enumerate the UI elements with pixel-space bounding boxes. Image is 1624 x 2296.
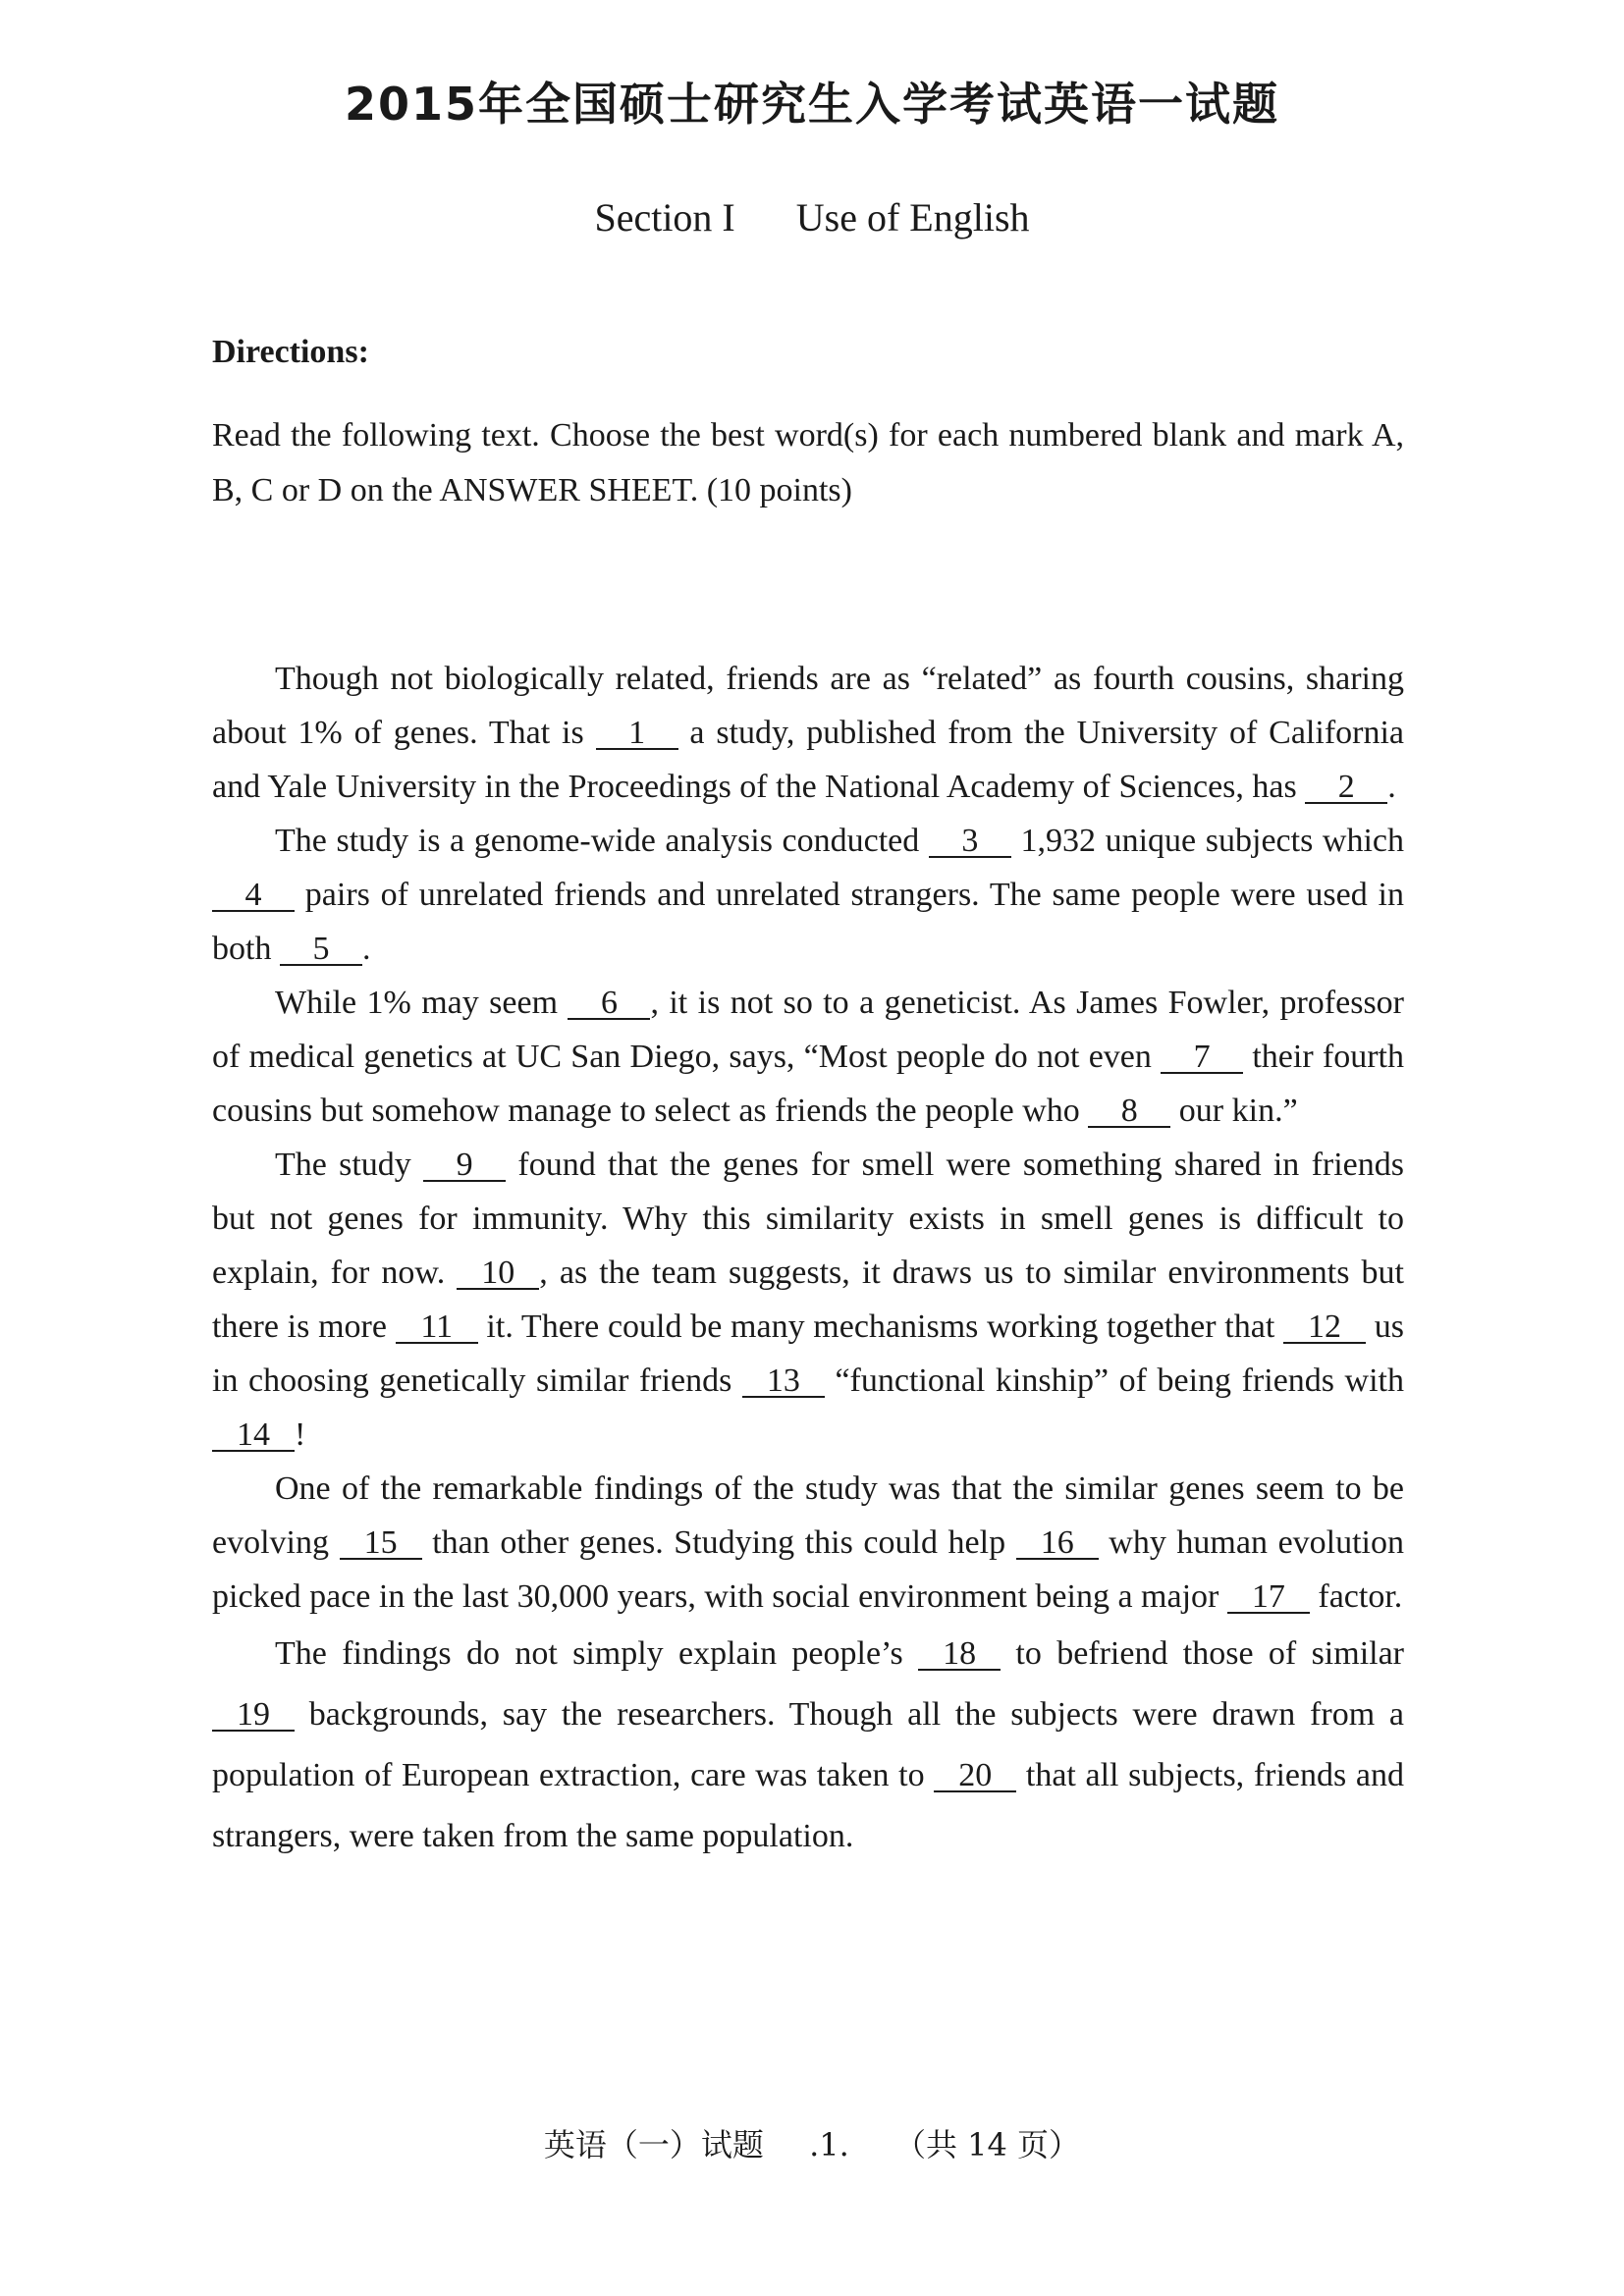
passage-text: to befriend those of similar [1001,1635,1405,1672]
blank-4: 4 [212,881,295,912]
passage-text: , it is not so to a geneticist. As James Fowler, professor of medical genetics at UC San Diego, says, “Most people do not even [212,985,1404,1075]
passage-paragraph-1 [212,652,1404,814]
blank-3: 3 [929,827,1011,858]
footer-page-number: .1. [809,2126,849,2163]
passage-paragraph-5 [212,1462,1404,1624]
footer-subject: 英语（一）试题 [543,2126,764,2163]
passage-text: While 1% may seem [275,985,568,1021]
passage-text: backgrounds, say the researchers. Though all the subjects were drawn from a population of European extraction, care was taken to [212,1696,1404,1793]
passage-paragraph-4 [212,1138,1404,1462]
directions-heading: Directions: [212,334,369,370]
section-heading [0,194,1624,240]
passage-text: our kin.” [1170,1093,1298,1129]
passage-text: found that the genes for smell were something shared in friends but not genes for immunity. Why this similarity exists in smell genes is difficult to explain, for now. [212,1147,1404,1291]
blank-8: 8 [1088,1096,1170,1128]
page-footer [0,2120,1624,2165]
passage-text: . [1387,769,1396,805]
blank-2: 2 [1305,773,1387,804]
blank-5: 5 [280,934,362,966]
blank-18: 18 [918,1639,1001,1671]
section-name: Use of English [795,195,1030,240]
passage-text: . [361,931,371,967]
footer-total-pages: （共 14 页） [893,2126,1081,2163]
passage-text: 1,932 unique subjects which [1010,823,1404,859]
passage-text: their fourth cousins but somehow manage to select as friends the people who [212,1039,1405,1129]
passage-text: The study [275,1147,424,1183]
passage-text: why human evolution picked pace in the last 30,000 years, with social environment being a major [212,1524,1405,1615]
blank-14: 14 [212,1420,295,1452]
passage-text: The findings do not simply explain people’s [275,1635,919,1672]
passage-text: pairs of unrelated friends and unrelated strangers. The same people were used in both [212,877,1404,967]
passage-text: , as the team suggests, it draws us to similar environments but there is more [212,1255,1404,1345]
passage-text: factor. [1309,1578,1403,1615]
blank-12: 12 [1283,1312,1366,1344]
blank-13: 13 [742,1366,825,1398]
passage-paragraph-6 [212,1624,1404,1867]
section-number: Section I [594,195,735,240]
blank-19: 19 [212,1700,295,1732]
passage-text: ! [295,1416,306,1453]
passage-text: a study, published from the University of California and Yale University in the Proceedings of the National Academy of Sciences, has [212,715,1404,805]
passage-paragraph-2 [212,814,1404,976]
blank-10: 10 [457,1258,539,1290]
page-title: 2015年全国硕士研究生入学考试英语一试题 [344,78,1280,131]
passage-text: “functional kinship” of being friends with [824,1362,1404,1399]
blank-16: 16 [1016,1528,1099,1560]
blank-6: 6 [568,988,650,1020]
directions-text: Read the following text. Choose the best word(s) for each numbered blank and mark A, B, C or D on the ANSWER SHEET. (10 points) [212,417,1404,508]
passage-text: Though not biologically related, friends are as “related” as fourth cousins, sharing about 1% of genes. That is [212,661,1404,751]
passage-text: it. There could be many mechanisms working together that [477,1308,1284,1345]
passage-text: us in choosing genetically similar friends [212,1308,1404,1399]
passage-text: One of the remarkable findings of the study was that the similar genes seem to be evolving [212,1470,1404,1561]
cloze-passage [212,652,1404,1867]
blank-11: 11 [396,1312,478,1344]
blank-9: 9 [423,1150,506,1182]
blank-20: 20 [934,1761,1016,1792]
blank-1: 1 [596,719,678,750]
passage-text: The study is a genome-wide analysis conducted [275,823,929,859]
passage-text: that all subjects, friends and strangers, were taken from the same population. [212,1757,1404,1854]
blank-17: 17 [1227,1582,1310,1614]
passage-paragraph-3 [212,976,1404,1138]
passage-text: than other genes. Studying this could help [421,1524,1016,1561]
blank-7: 7 [1161,1042,1243,1074]
blank-15: 15 [340,1528,422,1560]
